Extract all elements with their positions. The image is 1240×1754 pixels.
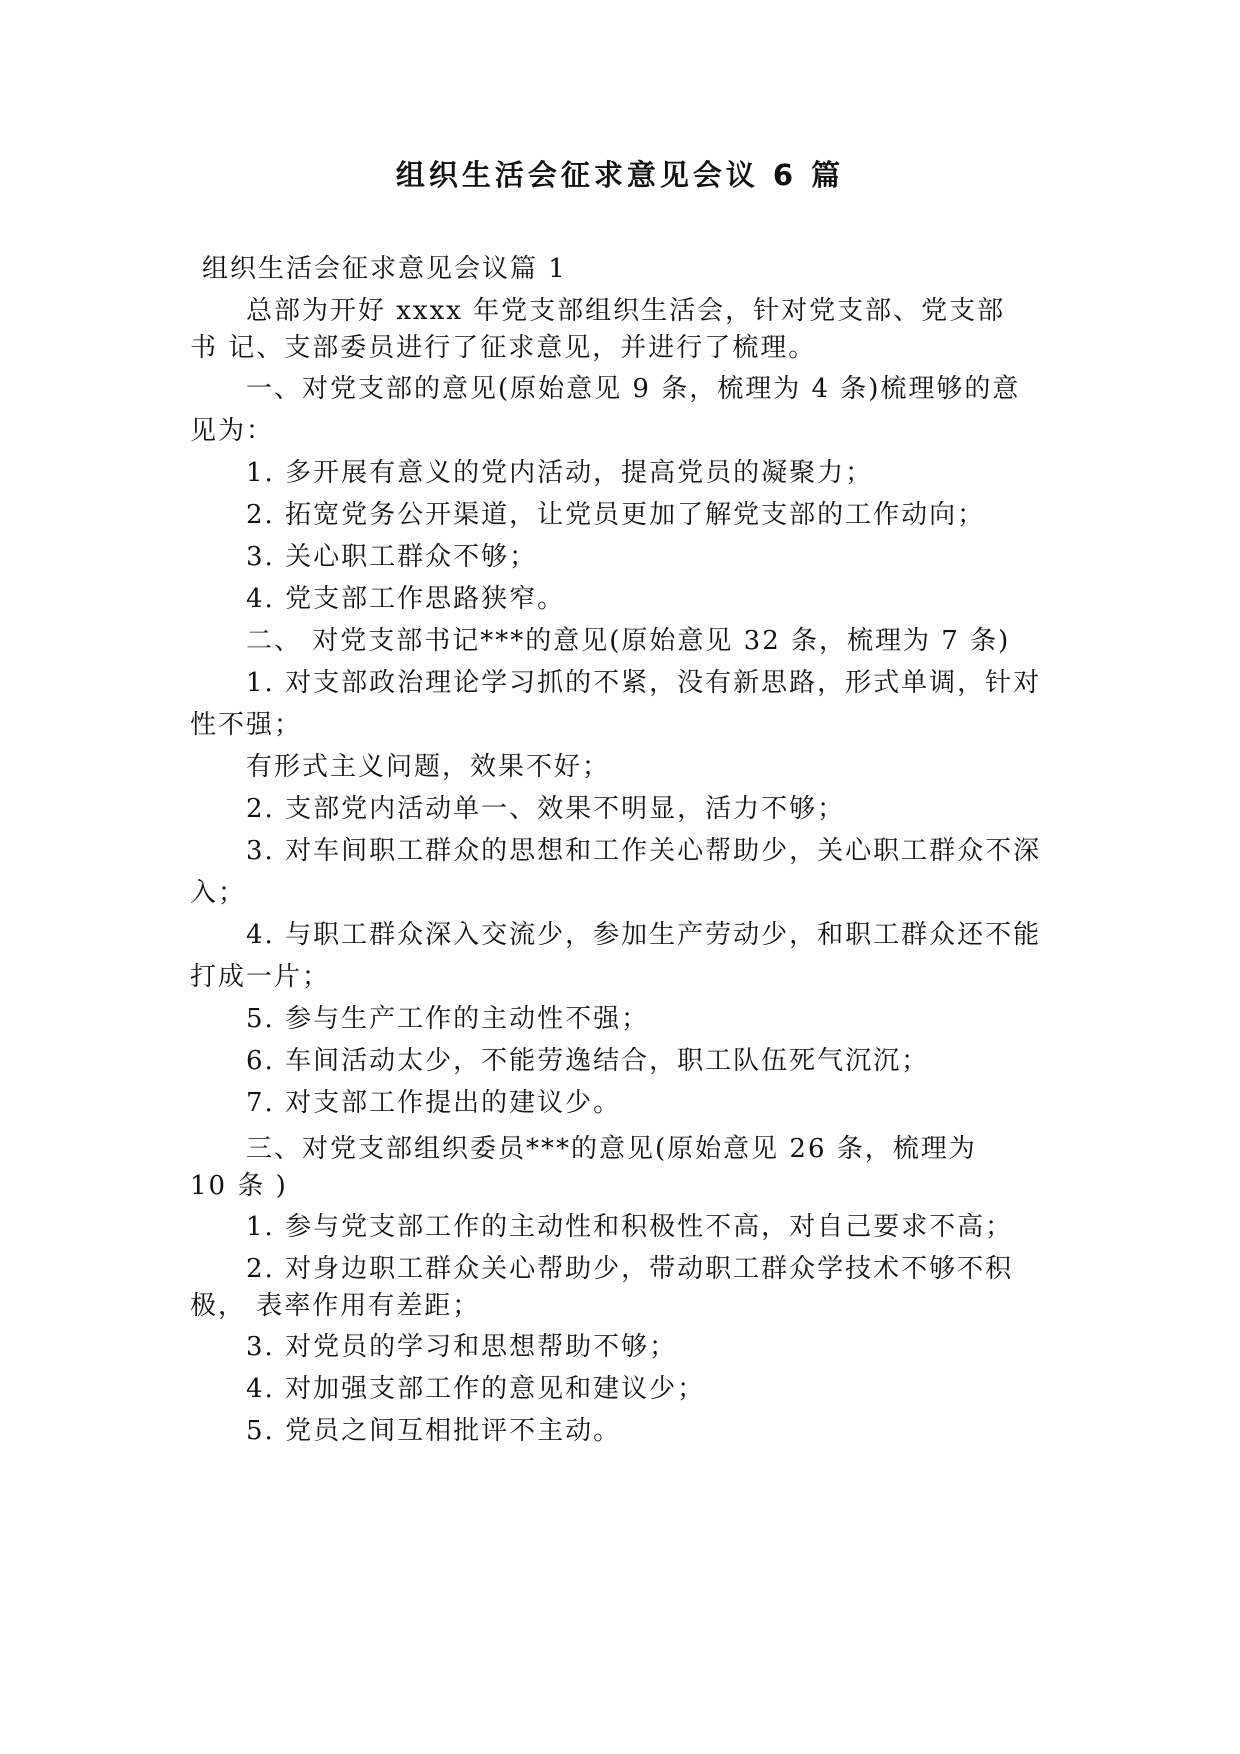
section-heading: 二、 对党支部书记***的意见(原始意见 32 条，梳理为 7 条) [246, 626, 1011, 656]
document-title: 组织生活会征求意见会议 6 篇 [395, 158, 845, 192]
list-item: 2. 支部党内活动单一、效果不明显，活力不够； [246, 794, 846, 824]
paragraph-line: 入； [190, 878, 247, 908]
paragraph-line: 总部为开好 xxxx 年党支部组织生活会，针对党支部、党支部 [246, 296, 1006, 326]
paragraph-line: 性不强； [190, 710, 303, 740]
list-item: 7. 对支部工作提出的建议少。 [246, 1088, 622, 1118]
paragraph-line: 有形式主义问题，效果不好； [246, 752, 611, 782]
list-item: 3. 对党员的学习和思想帮助不够； [246, 1332, 678, 1362]
list-item: 3. 对车间职工群众的思想和工作关心帮助少，关心职工群众不深 [246, 836, 1042, 866]
section-heading: 三、对党支部组织委员***的意见(原始意见 26 条，梳理为 [246, 1134, 977, 1164]
list-item: 1. 参与党支部工作的主动性和积极性不高，对自己要求不高； [246, 1212, 1014, 1242]
section-heading: 组织生活会征求意见会议篇 1 [202, 254, 567, 284]
list-item: 2. 对身边职工群众关心帮助少，带动职工群众学技术不够不积 [246, 1254, 1014, 1284]
list-item: 5. 党员之间互相批评不主动。 [246, 1416, 622, 1446]
list-item: 4. 与职工群众深入交流少，参加生产劳动少，和职工群众还不能 [246, 920, 1042, 950]
list-item: 5. 参与生产工作的主动性不强； [246, 1004, 650, 1034]
list-item: 4. 对加强支部工作的意见和建议少； [246, 1374, 706, 1404]
list-item: 4. 党支部工作思路狭窄。 [246, 584, 566, 614]
document-body [190, 248, 1070, 1452]
paragraph-line: 一、对党支部的意见(原始意见 9 条，梳理为 4 条)梳理够的意 [246, 374, 1021, 404]
paragraph-line: 10 条 ) [190, 1171, 288, 1201]
list-item: 2. 拓宽党务公开渠道，让党员更加了解党支部的工作动向； [246, 500, 986, 530]
list-item: 3. 关心职工群众不够； [246, 542, 538, 572]
paragraph-line: 见为： [190, 416, 275, 446]
list-item: 1. 对支部政治理论学习抓的不紧，没有新思路，形式单调，针对 [246, 668, 1042, 698]
list-item: 6. 车间活动太少，不能劳逸结合，职工队伍死气沉沉； [246, 1046, 930, 1076]
paragraph-line: 书 记、支部委员进行了征求意见，并进行了梳理。 [190, 333, 817, 363]
paragraph-line: 打成一片； [190, 962, 331, 992]
paragraph-line: 极， 表率作用有差距； [190, 1291, 481, 1321]
list-item: 1. 多开展有意义的党内活动，提高党员的凝聚力； [246, 458, 874, 488]
